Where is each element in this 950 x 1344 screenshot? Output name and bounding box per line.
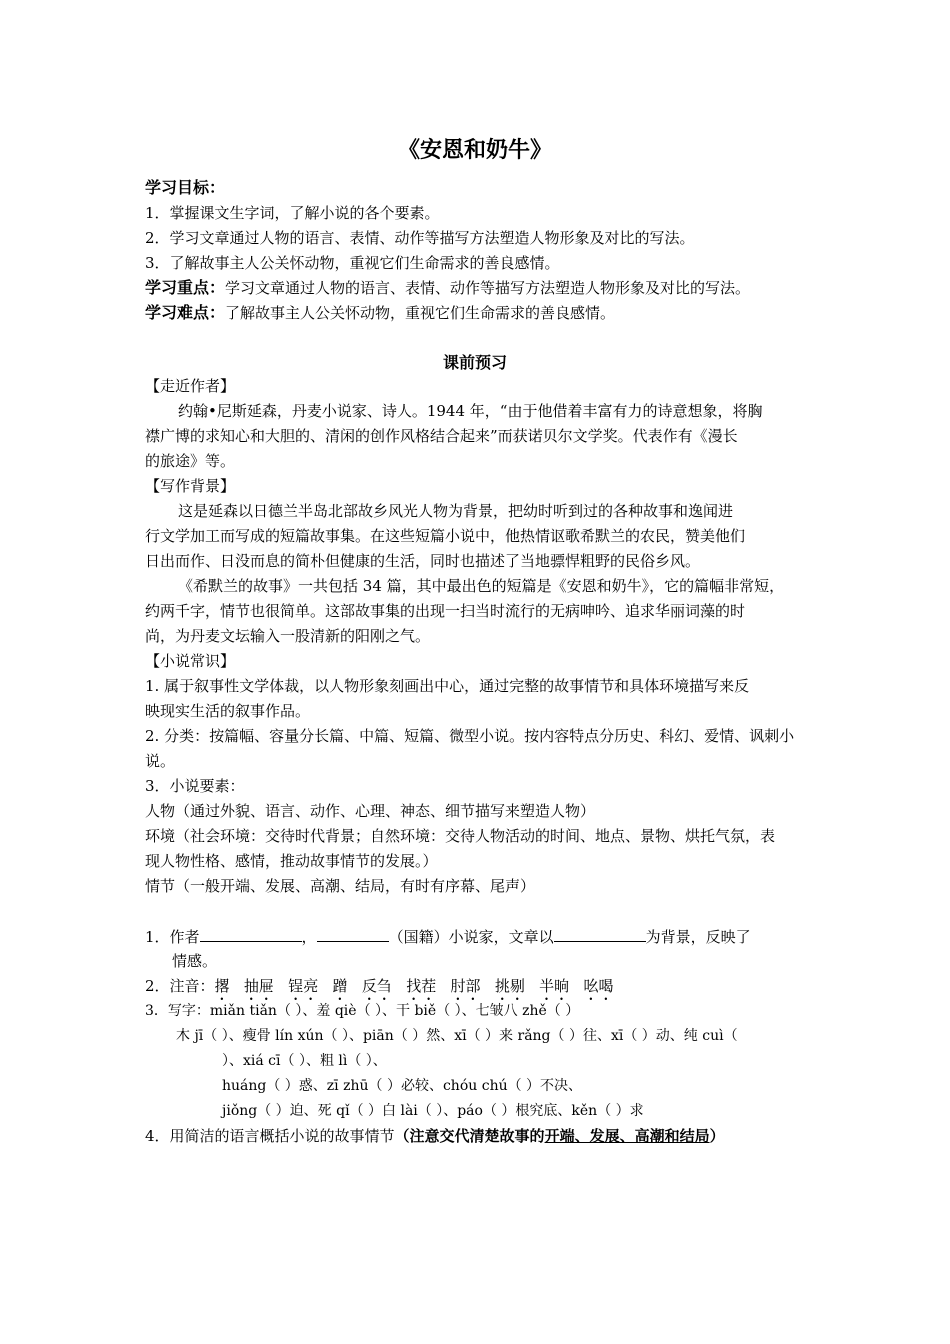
question-3-line: jiǒng（ ）迫、死 qǐ（ ）白 lài（ ）、páo（ ）根究底、kěn（ ）求 xyxy=(222,1103,644,1119)
novel-line: 3．小说要素： xyxy=(145,777,245,795)
question-1 xyxy=(145,926,825,947)
page-title: 《安恩和奶牛》 xyxy=(397,138,552,163)
question-3-line: 木 jī（ ）、瘦骨 lín xún（ ）、piān（ ）然、xī（ ）来 rǎng（ ）往、xī（ ）动、纯 cuì（ xyxy=(176,1028,738,1044)
question-3-line: huáng（ ）惑、zī zhū（ ）必较、chóu chú（ ）不决、 xyxy=(222,1078,583,1094)
q1-text: ， xyxy=(301,928,317,946)
q2-word: 吆喝 xyxy=(583,977,614,995)
q4-note: ） xyxy=(709,1127,725,1145)
q1-text: （国籍）小说家，文章以 xyxy=(388,928,554,946)
novel-line: 现人物性格、感情，推动故事情节的发展。） xyxy=(145,852,438,870)
author-line: 约翰•尼斯延森，丹麦小说家、诗人。1944 年，“由于他借着丰富有力的诗意想象，将胸 xyxy=(178,402,763,420)
q2-word: 抽屉 xyxy=(243,977,274,995)
preview-heading: 课前预习 xyxy=(442,353,507,372)
q2-label: 2．注音： xyxy=(145,977,215,995)
q4-text: 4．用简洁的语言概括小说的故事情节 xyxy=(145,1127,395,1145)
background-line: 这是延森以日德兰半岛北部故乡风光人物为背景，把幼时听到过的各种故事和逸闻进 xyxy=(178,502,734,520)
goals-heading: 学习目标： xyxy=(145,178,226,197)
novel-line: 映现实生活的叙事作品。 xyxy=(145,702,311,720)
key-point-text: 学习文章通过人物的语言、表情、动作等描写方法塑造人物形象及对比的写法。 xyxy=(225,279,751,297)
q2-word: 撂 xyxy=(214,977,230,995)
q2-word: 蹭 xyxy=(332,977,348,995)
q2-word: 锃亮 xyxy=(288,977,319,995)
question-2 xyxy=(145,976,825,1004)
author-line: 的旅途》等。 xyxy=(145,452,236,470)
key-point-label: 学习重点： xyxy=(145,278,226,297)
author-line: 襟广博的求知心和大胆的、清闲的创作风格结合起来”而获诺贝尔文学奖。代表作有《漫长 xyxy=(145,427,738,445)
background-line: 行文学加工而写成的短篇故事集。在这些短篇小说中，他热情讴歌希默兰的农民，赞美他们 xyxy=(145,527,746,545)
goal-item: 1．掌握课文生字词，了解小说的各个要素。 xyxy=(145,204,440,222)
q2-word: 反刍 xyxy=(361,977,392,995)
q4-note: （注意交代清楚故事的 xyxy=(394,1127,545,1145)
q1-continuation: 情感。 xyxy=(172,952,218,970)
background-heading: 【写作背景】 xyxy=(145,477,236,495)
q4-note-underlined: 开端、发展、高潮和结局 xyxy=(544,1127,710,1145)
goal-item: 2．学习文章通过人物的语言、表情、动作等描写方法塑造人物形象及对比的写法。 xyxy=(145,229,695,247)
background-line: 尚，为丹麦文坛输入一股清新的阳刚之气。 xyxy=(145,627,431,645)
difficulty-line xyxy=(145,303,825,323)
novel-line: 说。 xyxy=(145,752,176,770)
difficulty-label: 学习难点： xyxy=(145,303,226,322)
question-3-line: 3．写字：miǎn tiǎn（ ）、羞 qiè（ ）、干 biě（ ）、七皱八 zhě（ ） xyxy=(145,1003,580,1019)
key-point-line xyxy=(145,278,825,298)
q2-word: 挑剔 xyxy=(494,977,525,995)
q1-blank-background[interactable] xyxy=(554,926,646,942)
background-line: 日出而作、日没而息的简朴但健康的生活，同时也描述了当地骠悍粗野的民俗乡风。 xyxy=(145,552,701,570)
novel-line: 1. 属于叙事性文学体裁，以人物形象刻画出中心，通过完整的故事情节和具体环境描写来反 xyxy=(145,677,750,695)
q2-word: 半晌 xyxy=(539,977,570,995)
author-heading: 【走近作者】 xyxy=(145,377,236,395)
background-line: 《希默兰的故事》一共包括 34 篇，其中最出色的短篇是《安恩和奶牛》，它的篇幅非常短， xyxy=(178,577,785,595)
novel-line: 2. 分类：按篇幅、容量分长篇、中篇、短篇、微型小说。按内容特点分历史、科幻、爱情、讽刺小 xyxy=(145,727,795,745)
q1-blank-nationality[interactable] xyxy=(317,926,389,942)
q2-word: 找茬 xyxy=(406,977,437,995)
background-line: 约两千字，情节也很简单。这部故事集的出现一扫当时流行的无病呻吟、追求华丽词藻的时 xyxy=(145,602,746,620)
q1-text: 1．作者 xyxy=(145,928,200,946)
question-3-line: ）、xiá cī（ ）、粗 lì（ ）、 xyxy=(222,1053,387,1069)
question-4 xyxy=(145,1126,825,1146)
novel-line: 情节（一般开端、发展、高潮、结局，有时有序幕、尾声） xyxy=(145,877,536,895)
novel-heading: 【小说常识】 xyxy=(145,652,236,670)
goal-item: 3．了解故事主人公关怀动物，重视它们生命需求的善良感情。 xyxy=(145,254,560,272)
q1-blank-author[interactable] xyxy=(200,926,302,942)
novel-line: 环境（社会环境：交待时代背景；自然环境：交待人物活动的时间、地点、景物、烘托气氛，表 xyxy=(145,827,776,845)
difficulty-text: 了解故事主人公关怀动物，重视它们生命需求的善良感情。 xyxy=(225,304,616,322)
novel-line: 人物（通过外貌、语言、动作、心理、神态、细节描写来塑造人物） xyxy=(145,802,596,820)
q2-word: 肘部 xyxy=(450,977,481,995)
q1-text: 为背景，反映了 xyxy=(645,928,751,946)
